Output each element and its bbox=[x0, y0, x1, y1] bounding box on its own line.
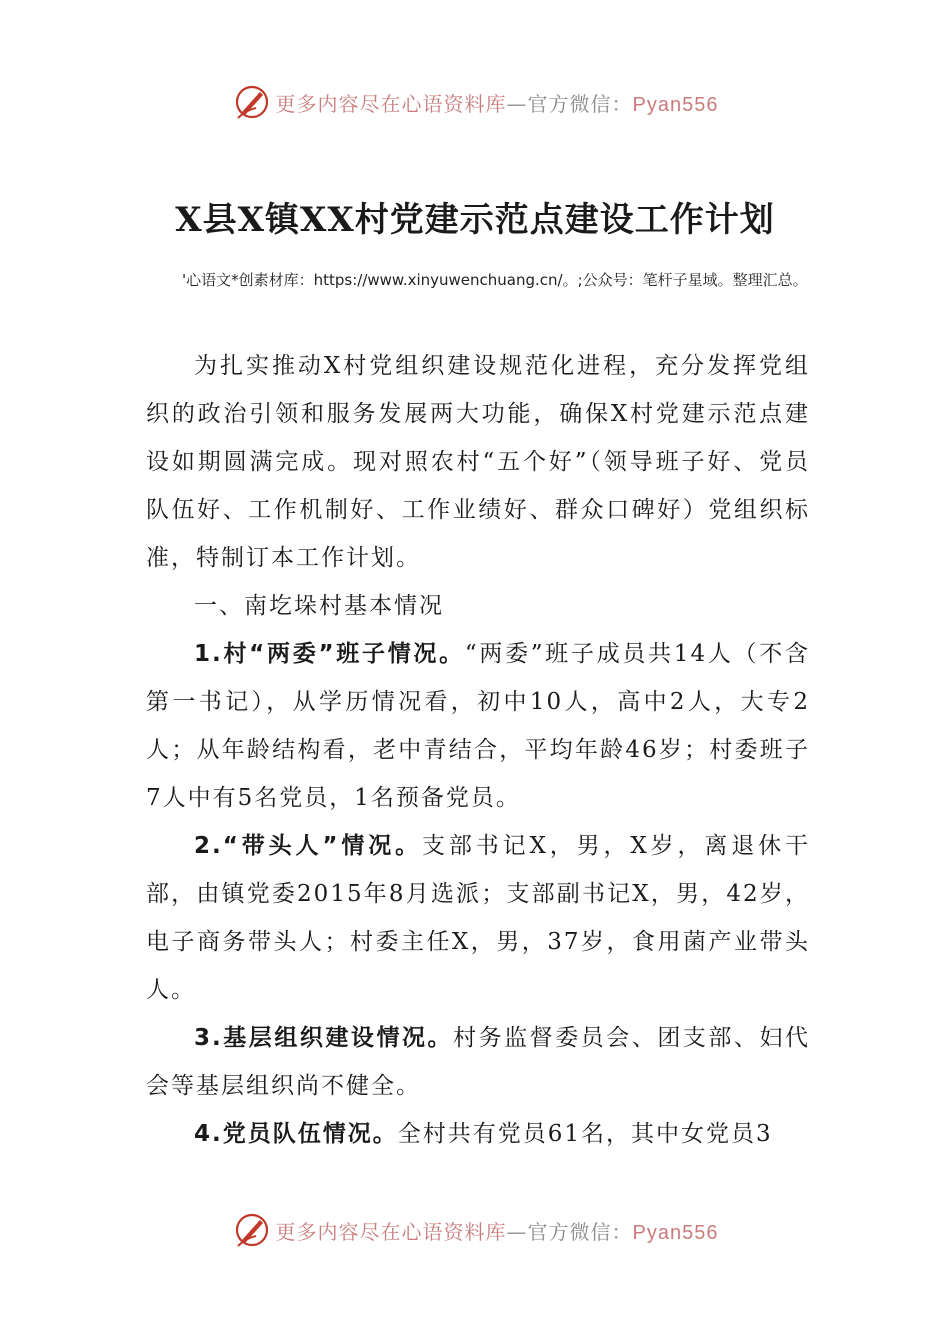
item-text: 全村共有党员61名，其中女党员3 bbox=[397, 1121, 773, 1147]
watermark-wechat-label: 官方微信： bbox=[527, 1219, 633, 1244]
top-watermark-banner bbox=[0, 80, 950, 124]
watermark-text: 更多内容尽在心语资料库 bbox=[275, 1219, 507, 1244]
item-paragraph-4 bbox=[146, 1110, 810, 1158]
watermark-wechat-id: Pyan556 bbox=[632, 1221, 719, 1244]
document-body bbox=[146, 342, 810, 1158]
item-text: “两委”班子成员共14人（不含第一书记），从学历情况看，初中10人，高中2人，大专2人；从年龄结构看，老中青结合，平均年龄46岁；村委班子7人中有5名党员，1名预备党员。 bbox=[146, 641, 810, 811]
item-paragraph-1 bbox=[146, 630, 810, 822]
quill-logo-icon bbox=[232, 1210, 272, 1250]
watermark-wechat-id: Pyan556 bbox=[632, 93, 719, 116]
watermark-text: 更多内容尽在心语资料库 bbox=[275, 91, 507, 116]
source-line: '心语文*创素材库：https://www.xinyuwenchuang.cn/。;公众号：笔杆子星域。整理汇总。 bbox=[182, 271, 808, 289]
watermark-separator: — bbox=[506, 91, 528, 116]
item-text: 支部书记X，男，X岁，离退休干部，由镇党委2015年8月选派；支部副书记X，男，42岁，电子商务带头人；村委主任X，男，37岁，食用菌产业带头人。 bbox=[146, 833, 810, 1003]
document-title: X县X镇XX村党建示范点建设工作计划 bbox=[175, 200, 775, 240]
item-lead: 3.基层组织建设情况。 bbox=[194, 1025, 454, 1051]
item-text: 村务监督委员会、团支部、妇代会等基层组织尚不健全。 bbox=[146, 1025, 811, 1099]
item-lead: 2.“带头人”情况。 bbox=[194, 833, 422, 859]
intro-paragraph: 为扎实推动X村党组织建设规范化进程，充分发挥党组织的政治引领和服务发展两大功能，确保X村党建示范点建设如期圆满完成。现对照农村“五个好”（领导班子好、党员队伍好、工作机制好、工作业绩好、群众口碑好）党组织标准，特制订本工作计划。 bbox=[146, 353, 810, 571]
watermark-wechat-label: 官方微信： bbox=[527, 91, 633, 116]
item-paragraph-2 bbox=[146, 822, 810, 1014]
item-lead: 4.党员队伍情况。 bbox=[194, 1121, 398, 1147]
item-paragraph-3 bbox=[146, 1014, 810, 1110]
watermark-separator: — bbox=[506, 1219, 528, 1244]
section-heading: 一、南圪垛村基本情况 bbox=[194, 593, 444, 619]
bottom-watermark-banner bbox=[0, 1208, 950, 1252]
quill-logo-icon bbox=[232, 82, 272, 122]
item-lead: 1.村“两委”班子情况。 bbox=[194, 641, 465, 667]
